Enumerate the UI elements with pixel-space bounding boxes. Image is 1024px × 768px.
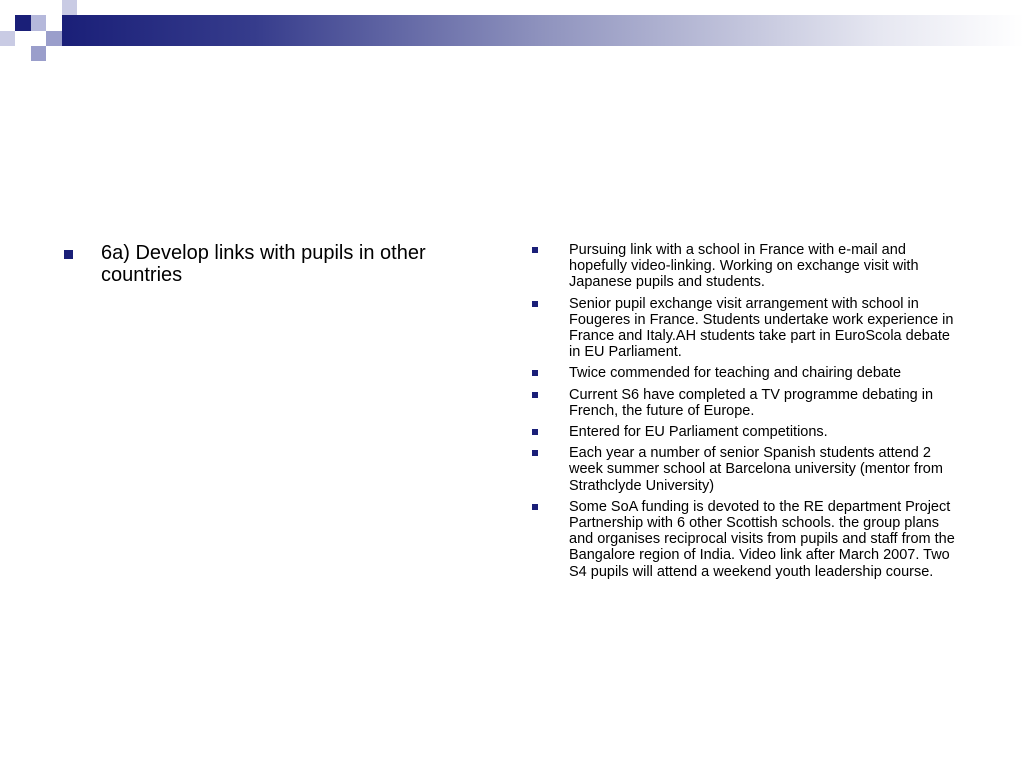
list-item-text: Current S6 have completed a TV programme debating in French, the future of Europe. [569,386,934,419]
list-item [530,296,965,361]
corner-square-mid [31,46,46,61]
list-item [530,445,965,494]
square-bullet-icon [532,504,538,510]
corner-square-mid [46,31,62,46]
square-bullet-icon [64,250,73,259]
square-bullet-icon [532,429,538,435]
square-bullet-icon [532,450,538,456]
header-gradient-band [62,15,1024,46]
list-item-text: Each year a number of senior Spanish students attend 2 week summer school at Barcelona university (mentor from Strathclyde University) [569,445,943,494]
list-item-text: Entered for EU Parliament competitions. [569,424,828,441]
list-item [62,242,482,286]
left-bullet-list [62,242,482,286]
list-item [530,242,965,291]
corner-square-light [62,0,77,15]
list-item-text: Senior pupil exchange visit arrangement with school in Fougeres in France. Students undertake work experience in France and Italy.AH students take part in EuroScola debate in EU Parliament. [569,295,954,361]
corner-square-light [0,31,15,46]
list-item-text: Some SoA funding is devoted to the RE department Project Partnership with 6 other Scottish schools. the group plans and organises reciprocal visits from pupils and staff from the Bangalore region of India. Video link after March 2007. Two S4 pupils will attend a weekend youth leadership course. [569,498,955,580]
list-item [530,365,965,381]
list-item-text: Twice commended for teaching and chairing debate [569,365,902,382]
list-item [530,387,965,419]
square-bullet-icon [532,370,538,376]
list-item [530,499,965,580]
right-bullet-list [530,242,965,585]
square-bullet-icon [532,301,538,307]
corner-square-light [31,15,46,31]
square-bullet-icon [532,392,538,398]
corner-square-dark [15,15,31,31]
list-item [530,424,965,440]
list-item-text: Pursuing link with a school in France with e-mail and hopefully video-linking. Working on exchange visit with Japanese pupils and students. [569,242,919,291]
square-bullet-icon [532,247,538,253]
list-item-text: 6a) Develop links with pupils in other countries [101,242,426,286]
